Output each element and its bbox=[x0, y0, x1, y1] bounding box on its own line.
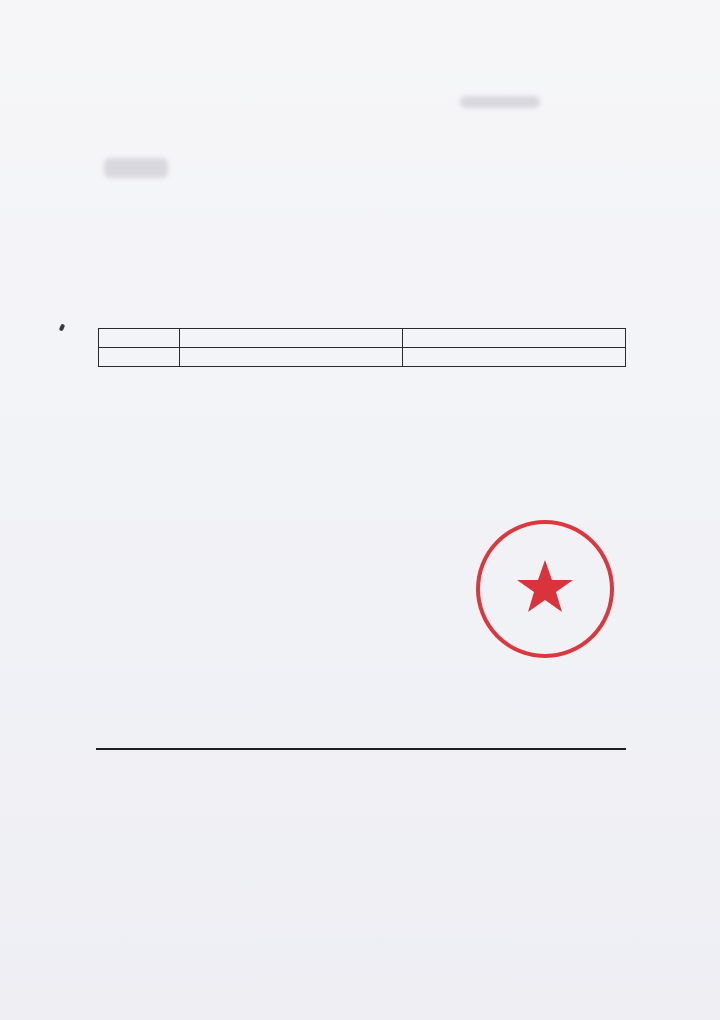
cell-item bbox=[99, 348, 180, 367]
cell-original bbox=[180, 348, 403, 367]
header-changed bbox=[403, 329, 626, 348]
file-number-block bbox=[458, 96, 540, 108]
file-number-value bbox=[458, 96, 540, 108]
table-header-row bbox=[99, 329, 626, 348]
footer-divider bbox=[96, 748, 626, 750]
header-item bbox=[99, 329, 180, 348]
seal-graphic bbox=[474, 518, 616, 660]
change-table bbox=[98, 328, 626, 367]
official-seal bbox=[474, 518, 616, 660]
scan-speck bbox=[59, 323, 66, 331]
addressee bbox=[104, 158, 170, 178]
redacted-company-name bbox=[104, 158, 168, 178]
table-row bbox=[99, 348, 626, 367]
cell-changed bbox=[403, 348, 626, 367]
header-original bbox=[180, 329, 403, 348]
redacted-number bbox=[460, 96, 540, 108]
